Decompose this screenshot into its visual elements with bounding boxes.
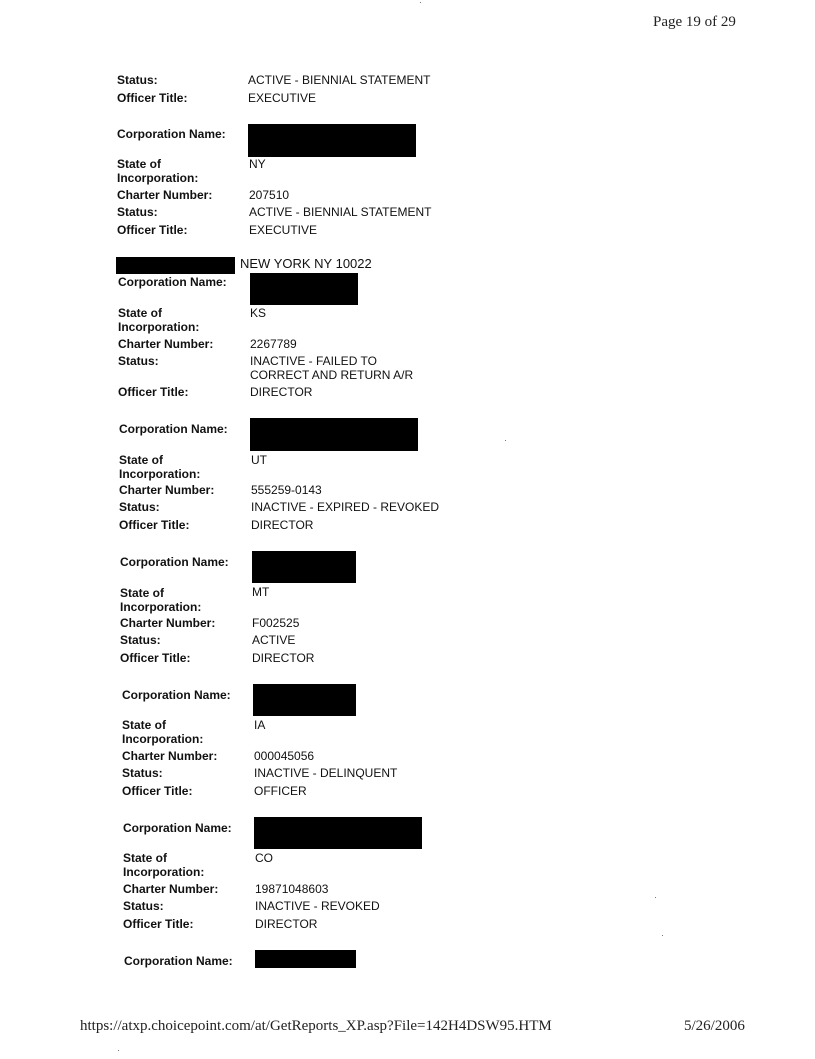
address-line: NEW YORK NY 10022 xyxy=(240,256,372,271)
state-value: IA xyxy=(254,718,266,732)
footer-date: 5/26/2006 xyxy=(684,1018,745,1034)
charter-number-label: Charter Number: xyxy=(119,483,215,497)
status-label: Status: xyxy=(123,899,164,913)
scan-speck xyxy=(118,1050,119,1051)
charter-number-label: Charter Number: xyxy=(120,616,216,630)
charter-number-label: Charter Number: xyxy=(117,188,213,202)
redaction-block xyxy=(116,257,235,274)
redaction-block xyxy=(250,418,418,451)
corporation-name-label: Corporation Name: xyxy=(122,688,231,702)
corporation-name-label: Corporation Name: xyxy=(117,127,226,141)
scan-speck xyxy=(505,440,506,441)
charter-number-label: Charter Number: xyxy=(123,882,219,896)
status-label: Status: xyxy=(119,500,160,514)
state-value: NY xyxy=(249,157,266,171)
officer-title-label: Officer Title: xyxy=(119,518,190,532)
officer-title-value: DIRECTOR xyxy=(255,917,318,931)
charter-number-value: F002525 xyxy=(252,616,300,630)
status-label: Status: xyxy=(120,633,161,647)
officer-title-label: Officer Title: xyxy=(120,651,191,665)
charter-number-label: Charter Number: xyxy=(118,337,214,351)
charter-number-label: Charter Number: xyxy=(122,749,218,763)
charter-number-value: 000045056 xyxy=(254,749,315,763)
corporation-name-label: Corporation Name: xyxy=(120,555,229,569)
status-label: Status: xyxy=(118,354,159,368)
scan-speck xyxy=(662,935,663,936)
charter-number-value: 2267789 xyxy=(250,337,297,351)
status-value: INACTIVE - REVOKED xyxy=(255,899,380,913)
status-value: ACTIVE xyxy=(252,633,296,647)
state-value: KS xyxy=(250,306,267,320)
officer-title-label: Officer Title: xyxy=(117,91,188,105)
officer-title-value: DIRECTOR xyxy=(251,518,314,532)
officer-title-label: Officer Title: xyxy=(118,385,189,399)
corporation-name-label: Corporation Name: xyxy=(123,821,232,835)
state-label: State of Incorporation: xyxy=(120,586,202,614)
redaction-block xyxy=(248,124,416,157)
officer-title-label: Officer Title: xyxy=(117,223,188,237)
state-label: State of Incorporation: xyxy=(119,453,201,481)
state-value: MT xyxy=(252,585,270,599)
status-value: ACTIVE - BIENNIAL STATEMENT xyxy=(248,73,431,87)
redaction-block xyxy=(255,950,356,968)
state-value: UT xyxy=(251,453,267,467)
officer-title-value: EXECUTIVE xyxy=(249,223,318,237)
footer-url: https://atxp.choicepoint.com/at/GetReports_XP.asp?File=142H4DSW95.HTM xyxy=(80,1018,552,1034)
state-label: State of Incorporation: xyxy=(123,851,205,879)
scan-speck xyxy=(420,2,421,3)
officer-title-value: EXECUTIVE xyxy=(248,91,317,105)
state-label: State of Incorporation: xyxy=(118,306,200,334)
corporation-name-label: Corporation Name: xyxy=(119,422,228,436)
scan-speck xyxy=(655,897,656,898)
redaction-block xyxy=(254,817,422,849)
state-label: State of Incorporation: xyxy=(122,718,204,746)
status-value: INACTIVE - DELINQUENT xyxy=(254,766,398,780)
officer-title-value: DIRECTOR xyxy=(250,385,313,399)
status-value: INACTIVE - FAILED TO CORRECT AND RETURN A/R xyxy=(250,354,414,382)
state-value: CO xyxy=(255,851,273,865)
officer-title-label: Officer Title: xyxy=(122,784,193,798)
status-value: INACTIVE - EXPIRED - REVOKED xyxy=(251,500,440,514)
officer-title-value: DIRECTOR xyxy=(252,651,315,665)
charter-number-value: 555259-0143 xyxy=(251,483,322,497)
page-number: Page 19 of 29 xyxy=(653,14,736,30)
charter-number-value: 207510 xyxy=(249,188,290,202)
officer-title-label: Officer Title: xyxy=(123,917,194,931)
officer-title-value: OFFICER xyxy=(254,784,307,798)
state-label: State of Incorporation: xyxy=(117,157,199,185)
redaction-block xyxy=(250,273,358,305)
status-label: Status: xyxy=(117,205,158,219)
redaction-block xyxy=(252,551,356,583)
redaction-block xyxy=(253,684,356,716)
status-label: Status: xyxy=(117,73,158,87)
status-value: ACTIVE - BIENNIAL STATEMENT xyxy=(249,205,432,219)
charter-number-value: 19871048603 xyxy=(255,882,329,896)
corporation-name-label: Corporation Name: xyxy=(124,954,233,968)
status-label: Status: xyxy=(122,766,163,780)
corporation-name-label: Corporation Name: xyxy=(118,275,227,289)
